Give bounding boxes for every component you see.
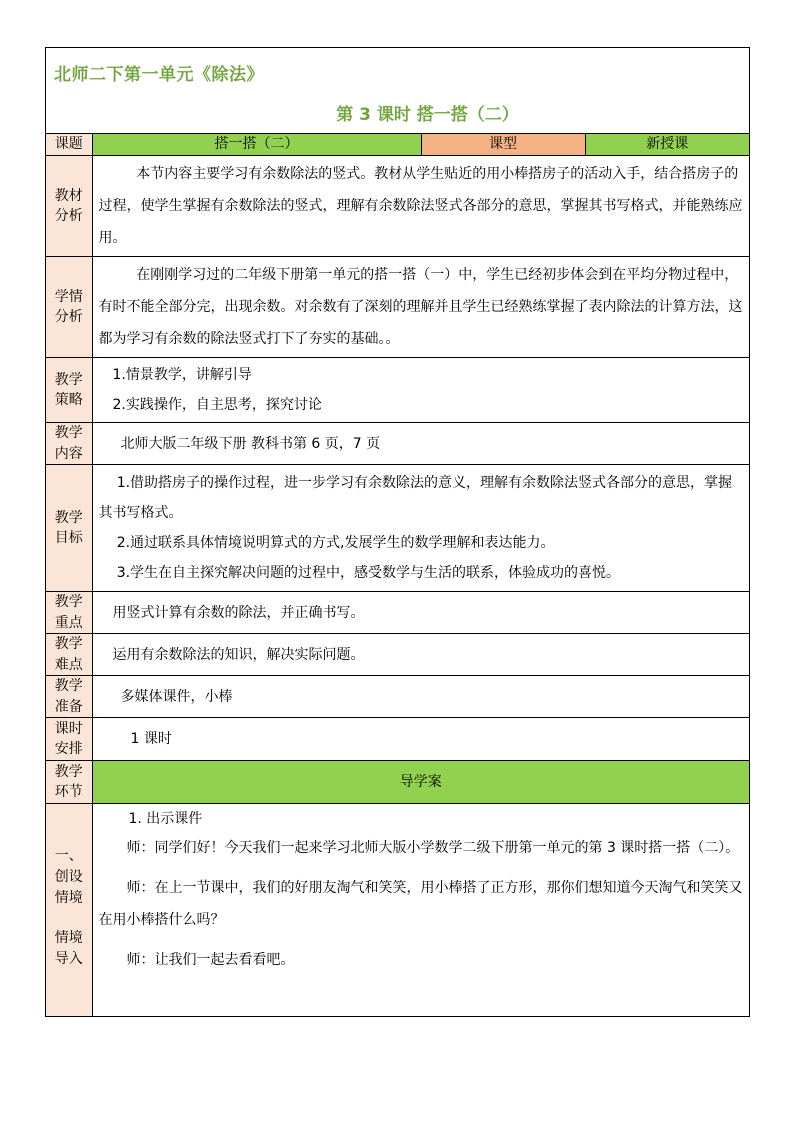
document-header	[46, 48, 749, 134]
goal-item: 3.学生在自主探究解决问题的过程中，感受数学与生活的联系，体验成功的喜悦。	[116, 565, 621, 581]
student-analysis-row	[46, 257, 749, 358]
phase-label: 教学 环节	[46, 761, 92, 804]
difficulty-label: 教学 难点	[46, 634, 92, 676]
textbook-analysis-label: 教材 分析	[46, 156, 92, 257]
key-point-label: 教学 重点	[46, 592, 92, 634]
strategy-row	[46, 358, 749, 423]
strategy-item: 1.情景教学，讲解引导	[112, 367, 252, 383]
section-one-label: 一、 创设 情境 情境 导入	[46, 804, 92, 1016]
type-label: 课型	[421, 134, 585, 156]
content-row	[46, 423, 749, 465]
difficulty-text: 运用有余数除法的知识，解决实际问题。	[92, 634, 749, 676]
goals-text	[92, 465, 749, 592]
key-point-text: 用竖式计算有余数的除法，并正确书写。	[92, 592, 749, 634]
step-item: 1. 出示课件	[128, 811, 203, 827]
dialogue-paragraph: 师：让我们一起去看看吧。	[126, 952, 295, 968]
student-analysis-text: 在刚刚学习过的二年级下册第一单元的搭一搭（一）中，学生已经初步体会到在平均分物过程中，有时不能全部分完，出现余数。对余数有了深刻的理解并且学生已经熟练掌握了表内除法的计算方法，这都为学习有余数的除法竖式打下了夯实的基础。。	[92, 257, 749, 358]
topic-label: 课题	[46, 134, 92, 156]
schedule-row	[46, 718, 749, 761]
strategy-label: 教学 策略	[46, 358, 92, 423]
content-text: 北师大版二年级下册 教科书第 6 页，7 页	[92, 423, 749, 465]
dialogue-paragraph: 师：在上一节课中，我们的好朋友淘气和笑笑，用小棒搭了正方形，那你们想知道今天淘气和笑笑又在用小棒搭什么吗？	[98, 880, 743, 928]
dialogue-paragraph: 师：同学们好！今天我们一起来学习北师大版小学数学二级下册第一单元的第 3 课时搭一搭（二）。	[126, 840, 740, 856]
phase-row	[46, 761, 749, 804]
goals-label: 教学 目标	[46, 465, 92, 592]
section-one-row	[46, 804, 749, 1016]
goals-row	[46, 465, 749, 592]
preparation-label: 教学 准备	[46, 676, 92, 718]
schedule-label: 课时 安排	[46, 718, 92, 761]
type-value: 新授课	[585, 134, 749, 156]
schedule-text: 1 课时	[92, 718, 749, 761]
topic-value: 搭一搭（二）	[92, 134, 421, 156]
textbook-analysis-row	[46, 156, 749, 257]
content-label: 教学 内容	[46, 423, 92, 465]
key-point-row	[46, 592, 749, 634]
goal-item: 2.通过联系具体情境说明算式的方式,发展学生的数学理解和表达能力。	[116, 535, 555, 551]
difficulty-row	[46, 634, 749, 676]
info-row	[46, 134, 749, 156]
phase-text: 导学案	[92, 761, 749, 804]
preparation-text: 多媒体课件，小棒	[92, 676, 749, 718]
strategy-text	[92, 358, 749, 423]
lesson-title: 第 3 课时 搭一搭（二）	[336, 105, 519, 125]
goal-item: 1.借助搭房子的操作过程，进一步学习有余数除法的意义，理解有余数除法竖式各部分的意思，掌握其书写格式。	[98, 475, 733, 521]
lesson-plan-table	[46, 134, 749, 1016]
preparation-row	[46, 676, 749, 718]
section-one-text	[92, 804, 749, 1016]
strategy-item: 2.实践操作，自主思考，探究讨论	[112, 397, 322, 413]
textbook-analysis-text: 本节内容主要学习有余数除法的竖式。教材从学生贴近的用小棒搭房子的活动入手，结合搭房子的过程，使学生掌握有余数除法的竖式，理解有余数除法竖式各部分的意思，掌握其书写格式，并能熟练应用。	[92, 156, 749, 257]
lesson-plan-document	[45, 47, 750, 1017]
student-analysis-label: 学情 分析	[46, 257, 92, 358]
series-title: 北师二下第一单元《除法》	[54, 65, 264, 85]
